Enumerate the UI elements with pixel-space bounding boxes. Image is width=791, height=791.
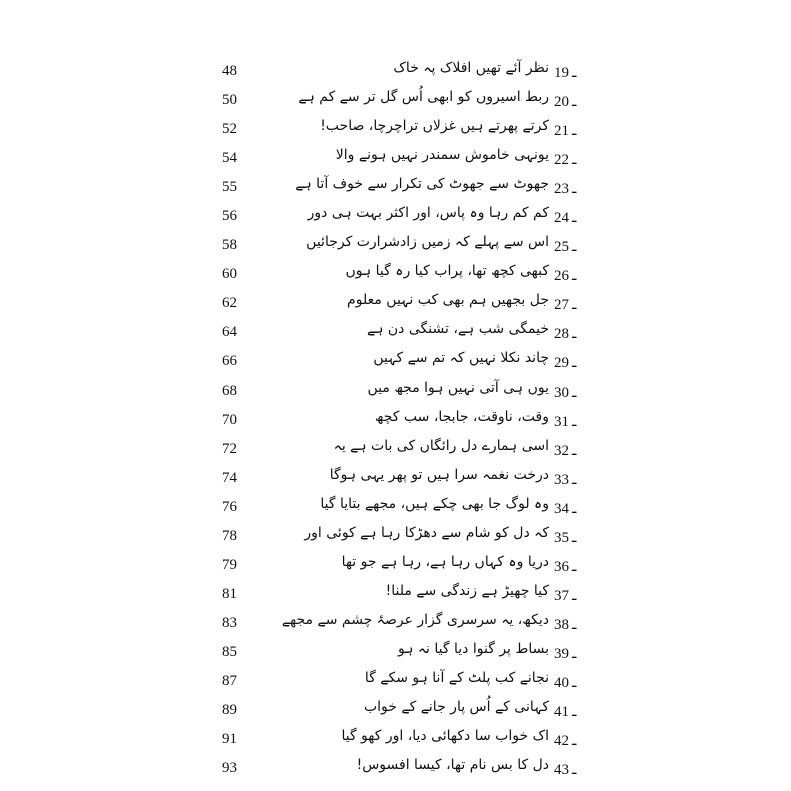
toc-entry [0, 261, 791, 290]
toc-entry-marker: ـ [572, 645, 577, 662]
toc-entry-number [554, 441, 594, 460]
toc-entry-title: کرتے پھرتے ہیں غزلاں تراچرچا، صاحب! [320, 118, 549, 135]
toc-entry-marker: ـ [572, 587, 577, 604]
toc-entry-marker: ـ [572, 616, 577, 633]
toc-entry-number [554, 499, 594, 518]
toc-entry-title: وہ لوگ جا بھی چکے ہیں، مجھے بتایا گیا [320, 495, 549, 512]
toc-entry-marker: ـ [572, 181, 577, 198]
toc-entry-number [554, 237, 594, 256]
toc-entry-index: 37 [554, 587, 569, 604]
toc-entry-index: 29 [554, 355, 569, 372]
toc-page-number: 89 [222, 702, 237, 719]
toc-page-number: 52 [222, 121, 237, 138]
toc-entry-marker: ـ [572, 704, 577, 721]
toc-entry-marker: ـ [572, 239, 577, 256]
toc-entry-index: 23 [554, 181, 569, 198]
toc-entry-number [554, 702, 594, 721]
toc-entry-marker: ـ [572, 94, 577, 111]
toc-page-number: 81 [222, 585, 237, 602]
toc-entry [0, 116, 791, 145]
toc-entry-marker: ـ [572, 529, 577, 546]
toc-entry-title: کیا چھیڑ ہے زندگی سے ملنا! [385, 582, 549, 599]
toc-entry-number [554, 615, 594, 634]
toc-entry-title: یوں ہی آتی نہیں ہوا مجھ میں [367, 379, 549, 396]
toc-entry-title: درخت نغمہ سرا ہیں تو پھر یہی ہوگا [329, 466, 549, 483]
toc-entry [0, 552, 791, 581]
toc-entry-number [554, 412, 594, 431]
toc-entry-title: دل کا بس نام تھا، کیسا افسوس! [356, 757, 549, 774]
toc-entry [0, 610, 791, 639]
toc-entry [0, 145, 791, 174]
toc-entry [0, 290, 791, 319]
toc-entry-index: 35 [554, 529, 569, 546]
toc-page-number: 66 [222, 353, 237, 370]
toc-entry [0, 174, 791, 203]
toc-entry-index: 22 [554, 152, 569, 169]
toc-entry [0, 465, 791, 494]
toc-entry-title: جھوٹ سے جھوٹ کی تکرار سے خوف آتا ہے [295, 176, 549, 193]
toc-entry-marker: ـ [572, 326, 577, 343]
toc-entry [0, 58, 791, 87]
toc-entry-number [554, 150, 594, 169]
toc-entry-number [554, 557, 594, 576]
toc-entry-index: 25 [554, 239, 569, 256]
toc-entry-number [554, 92, 594, 111]
toc-entry-title: اسی ہمارے دل رائگاں کی بات ہے یہ [333, 437, 549, 454]
toc-entry-index: 38 [554, 616, 569, 633]
toc-page-number: 76 [222, 498, 237, 515]
toc-entry-title: وقت، ناوقت، جابجا، سب کچھ [374, 408, 549, 425]
toc-entry-marker: ـ [572, 413, 577, 430]
toc-entry-number [554, 644, 594, 663]
toc-page-number: 87 [222, 672, 237, 689]
toc-entry [0, 494, 791, 523]
toc-entry-number [554, 760, 594, 779]
toc-entry [0, 378, 791, 407]
toc-entry-title: بساط پر گنوا دیا گیا نہ ہو [397, 640, 549, 657]
toc-page-number: 91 [222, 731, 237, 748]
toc-page-number: 68 [222, 382, 237, 399]
toc-entry-number [554, 673, 594, 692]
toc-entry-index: 24 [554, 210, 569, 227]
toc-entry-index: 27 [554, 297, 569, 314]
toc-entry-index: 43 [554, 762, 569, 779]
toc-entry-title: چاند نکلا نہیں کہ تم سے کہیں [373, 350, 549, 367]
toc-entry [0, 523, 791, 552]
toc-entry-index: 30 [554, 384, 569, 401]
toc-entry-index: 21 [554, 123, 569, 140]
toc-page-number: 78 [222, 527, 237, 544]
toc-entry-marker: ـ [572, 471, 577, 488]
toc-entry-number [554, 470, 594, 489]
toc-entry-marker: ـ [572, 297, 577, 314]
toc-entry [0, 581, 791, 610]
toc-page-number: 48 [222, 63, 237, 79]
toc-entry-title: ربط اسیروں کو ابھی اُس گل تر سے کم ہے [298, 89, 549, 106]
toc-entry-title: کم کم رہا وہ پاس، اور اکثر بہت ہی دور [307, 205, 549, 222]
toc-entry [0, 407, 791, 436]
toc-entry-index: 32 [554, 442, 569, 459]
toc-entry-number [554, 383, 594, 402]
toc-entry-number [554, 528, 594, 547]
toc-page-number: 93 [222, 760, 237, 777]
toc-entry-number [554, 295, 594, 314]
toc-entry-marker: ـ [572, 384, 577, 401]
table-of-contents [0, 58, 791, 784]
toc-page-number: 55 [222, 179, 237, 196]
toc-page-number: 72 [222, 440, 237, 457]
toc-entry-marker: ـ [572, 558, 577, 575]
toc-entry-marker: ـ [572, 442, 577, 459]
toc-page-number: 70 [222, 411, 237, 428]
toc-entry [0, 726, 791, 755]
toc-entry [0, 348, 791, 377]
toc-entry-index: 36 [554, 558, 569, 575]
toc-page-number: 64 [222, 324, 237, 341]
toc-entry [0, 319, 791, 348]
toc-page-number: 60 [222, 266, 237, 283]
toc-entry [0, 232, 791, 261]
toc-entry-index: 31 [554, 413, 569, 430]
toc-entry-title: کہانی کے اُس پار جانے کے خواب [363, 699, 549, 716]
toc-entry-marker: ـ [572, 500, 577, 517]
toc-entry-title: کہ دل کو شام سے دھڑکا رہا ہے کوئی اور [304, 524, 549, 541]
toc-entry-marker: ـ [572, 733, 577, 750]
toc-entry-title: دریا وہ کہاں رہا ہے، رہا ہے جو تھا [341, 553, 549, 570]
toc-entry-index: 33 [554, 471, 569, 488]
toc-entry-marker: ـ [572, 762, 577, 779]
toc-entry [0, 436, 791, 465]
toc-entry-index: 40 [554, 674, 569, 691]
toc-entry-index: 42 [554, 733, 569, 750]
toc-page-number: 79 [222, 556, 237, 573]
toc-entry [0, 697, 791, 726]
toc-entry-title: جل بجھیں ہم بھی کب نہیں معلوم [347, 292, 549, 309]
toc-entry-index: 26 [554, 268, 569, 285]
toc-page-number: 62 [222, 295, 237, 312]
toc-entry-index: 28 [554, 326, 569, 343]
toc-entry-marker: ـ [572, 355, 577, 372]
toc-entry-index: 20 [554, 94, 569, 111]
toc-entry-index: 41 [554, 704, 569, 721]
toc-entry-number [554, 179, 594, 198]
toc-entry-title: یونہی خاموش سمندر نہیں ہونے والا [335, 147, 549, 164]
toc-page-number: 54 [222, 150, 237, 167]
toc-entry-number [554, 586, 594, 605]
toc-entry-marker: ـ [572, 65, 577, 81]
toc-entry-marker: ـ [572, 152, 577, 169]
toc-entry-number [554, 353, 594, 372]
toc-entry-marker: ـ [572, 123, 577, 140]
toc-entry-marker: ـ [572, 268, 577, 285]
toc-entry [0, 639, 791, 668]
toc-entry-title: نظر آئے تھیں افلاک پہ خاک [393, 60, 549, 76]
toc-entry [0, 87, 791, 116]
toc-page-number: 83 [222, 614, 237, 631]
toc-entry [0, 755, 791, 784]
toc-page-number: 58 [222, 237, 237, 254]
toc-entry-number [554, 266, 594, 285]
toc-entry [0, 668, 791, 697]
toc-entry-marker: ـ [572, 210, 577, 227]
toc-entry [0, 203, 791, 232]
toc-page-number: 85 [222, 643, 237, 660]
toc-entry-index: 19 [554, 65, 569, 81]
toc-page-number: 56 [222, 208, 237, 225]
toc-entry-title: اک خواب سا دکھائی دیا، اور کھو گیا [341, 728, 549, 745]
toc-entry-title: دیکھ، یہ سرسری گزار عرصۂ چشم سے مجھے [281, 611, 549, 628]
toc-entry-number [554, 208, 594, 227]
toc-entry-title: خیمگی شب ہے، تشنگی دن ہے [367, 321, 549, 338]
toc-entry-number [554, 324, 594, 343]
toc-entry-title: نجانے کب پلٹ کے آنا ہو سکے گا [364, 669, 549, 686]
toc-page-number: 50 [222, 92, 237, 109]
toc-entry-number [554, 731, 594, 750]
toc-page-number: 74 [222, 469, 237, 486]
toc-entry-marker: ـ [572, 674, 577, 691]
toc-entry-index: 39 [554, 645, 569, 662]
toc-entry-number [554, 63, 594, 82]
toc-entry-title: کبھی کچھ تھا، پراب کیا رہ گیا ہوں [345, 263, 549, 280]
toc-entry-index: 34 [554, 500, 569, 517]
toc-entry-title: اس سے پہلے کہ زمیں زادشرارت کرجائیں [306, 234, 549, 251]
toc-entry-number [554, 121, 594, 140]
